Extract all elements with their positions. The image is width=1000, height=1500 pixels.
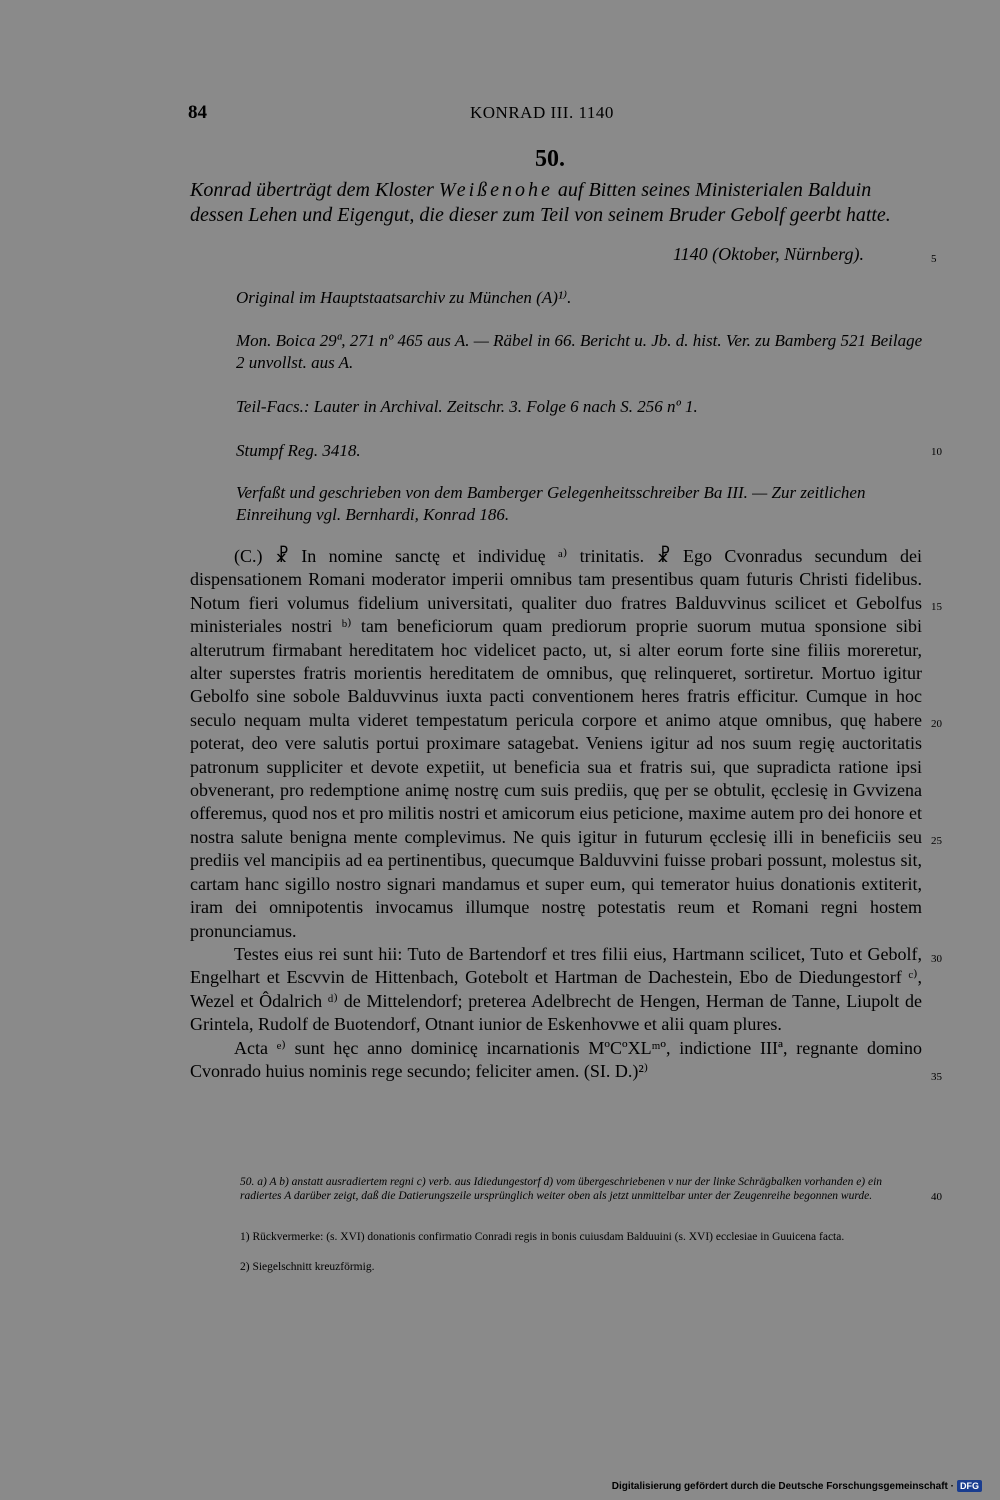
regest-place: Weißenohe	[438, 179, 553, 201]
line-number: 10	[931, 446, 942, 458]
digitization-notice	[612, 1480, 982, 1492]
line-number: 15	[931, 601, 942, 613]
page-number: 84	[188, 102, 207, 123]
line-number: 30	[931, 953, 942, 965]
line-number: 5	[931, 253, 937, 265]
source-commentary: Verfaßt und geschrieben von dem Bamberger Gelegenheitsschreiber Ba III. — Zur zeitlichen Einreihung vgl. Bernhardi, Konrad 186.	[236, 483, 866, 524]
digitization-text: Digitalisierung gefördert durch die Deutsche Forschungsgemeinschaft ·	[611, 1480, 954, 1492]
regest-part-1: Konrad überträgt dem Kloster	[190, 179, 439, 201]
witness-paragraph: Testes eius rei sunt hii: Tuto de Bartendorf et tres filii eius, Hartmann scilicet, Tuto et Gebolf, Engelhart et Escvvin de Hittenbach, Gotebolt et Hartman de Dachestein, Ebo de Diedungestorf ᶜ⁾, Wezel et Ôdalrich ᵈ⁾ de Mittelendorf; preterea Adelbrecht de Hengen, Herman de Tanne, Liupolt de Grintela, Rudolf de Buotendorf, Otnant iunior de Eskenhovwe et alii quam plures.	[190, 943, 922, 1035]
footnote-2: 2) Siegelschnitt kreuzförmig.	[240, 1261, 375, 1273]
document-number: 50.	[535, 146, 565, 172]
charter-paragraph: (C.) ☧ In nomine sanctę et individuę ᵃ⁾ trinitatis. ☧ Ego Cvonradus secundum dei dispensationem Romani moderator imperii omnibus tam presentibus quam futuris Christi fidelibus. Notum fieri volumus fidelium universitati, qualiter duo fratres Balduvvinus scilicet et Gebolfus ministeriales nostri ᵇ⁾ tam beneficiorum quam prediorum proprie suorum mutua sponsione sibi alterutrum firmabant hereditatem hoc videlicet pacto, ut, si alter eorum forte sine filiis moreretur, alter superstes fratris morientis hereditatem de omnibus, quę relinqueret, sortiretur. Mortuo igitur Gebolfo sine sobole Balduvvinus iuxta pacti conventionem heres fratris efficitur. Cumque in hoc seculo nequam multa videret tempestatum pericula corpore et animo atque omnibus, quę habere poterat, deo vere salutis portui proximare satagebat. Veniens igitur ad nos suum regię auctoritatis patronum suppliciter et devote expetiit, ut beneficia sua et fratris sui, que supradicta ratione ipsi obvenerant, pro redemptione animę nostrę cum suis prediis, quę per se obtulit, ęcclesię in Gvvizena offeremus, quod nos et pro militis nostri et amicorum eius peticione, maxime autem pro dei honore et nostra salute benigna mente complevimus. Ne quis igitur in futurum ęcclesię illi in beneficiis seu prediis vel mancipiis ad ea pertinentibus, quecumque Balduvvini fuisse probari possunt, molestus sit, cartam hanc sigillo nostro signari mandamus et super eum, qui temerator huius donationis extiterit, iram dei omnipotentis invocamus illumque nostrę potestatis reum et Romani regni hostem pronunciamus.	[190, 546, 922, 941]
source-editions: Mon. Boica 29ª, 271 nº 465 aus A. — Räbel in 66. Bericht u. Jb. d. hist. Ver. zu Bamberg 521 Beilage 2 unvollst. aus A.	[236, 331, 923, 372]
line-number: 25	[931, 835, 942, 847]
line-number: 20	[931, 718, 942, 730]
dating-paragraph: Acta ᵉ⁾ sunt hęc anno dominicę incarnationis MºCºXLᵐº, indictione IIIª, regnante domino Cvonrado huius nominis rege secundo; feliciter amen. (SI. D.)²⁾	[190, 1037, 922, 1081]
line-number: 40	[931, 1191, 942, 1203]
critical-apparatus	[240, 1176, 922, 1203]
source-original: Original im Hauptstaatsarchiv zu München (A)¹⁾.	[236, 288, 572, 307]
running-title: KONRAD III. 1140	[470, 103, 614, 122]
source-facsimile: Teil-Facs.: Lauter in Archival. Zeitschr. 3. Folge 6 nach S. 256 nº 1.	[236, 397, 698, 416]
dating-line: 1140 (Oktober, Nürnberg).	[673, 244, 864, 264]
footnote-1: 1) Rückvermerke: (s. XVI) donationis confirmatio Conradi regis in bonis cuiusdam Balduuini (s. XVI) ecclesiae in Guuicena facta.	[240, 1231, 845, 1243]
source-register: Stumpf Reg. 3418.	[236, 441, 361, 460]
regest-part-2: auf Bitten seines Ministerialen Balduin dessen Lehen und Eigengut, die dieser zum Teil von seinem Bruder Gebolf geerbt hatte.	[190, 179, 891, 226]
dfg-logo-icon: DFG	[957, 1480, 982, 1492]
regest-summary	[190, 178, 920, 228]
charter-text	[190, 545, 922, 1083]
line-number: 35	[931, 1071, 942, 1083]
apparatus-text: 50. a) A b) anstatt ausradiertem regni c) verb. aus Idiedungestorf d) vom übergeschriebenen v nur der linke Schrägbalken vorhanden e) ein radiertes A darüber zeigt, daß die Datierungszeile ursprünglich weiter oben als jetzt unmittelbar unter der Zeugenreihe begonnen wurde.	[240, 1176, 883, 1202]
